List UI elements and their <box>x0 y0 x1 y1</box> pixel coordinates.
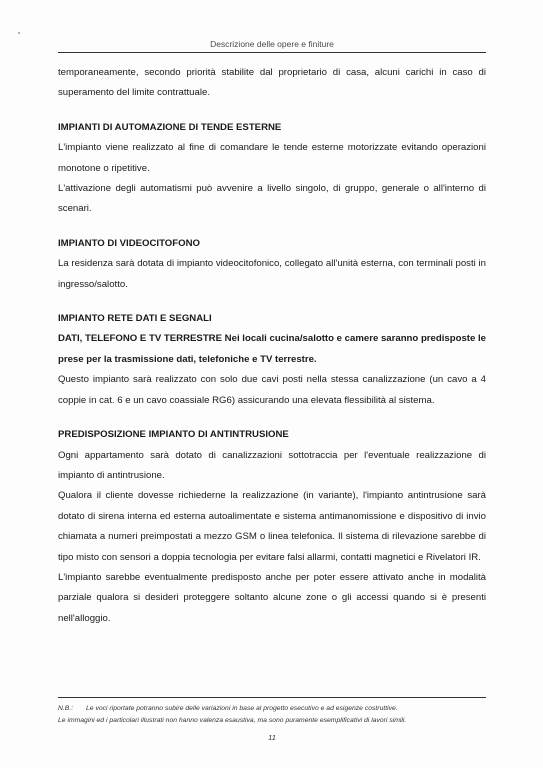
scan-speck <box>18 32 20 34</box>
footer-line-2: Le immagini ed i particolari illustrati non hanno valenza esaustiva, ma sono puramente esemplificativi di lavori simili. <box>58 717 407 724</box>
footer-nb-label: N.B.: <box>58 705 74 712</box>
footer-note-1: Le voci riportate potranno subire delle variazioni in base al progetto esecutivo e ad esigenze costruttive. <box>86 705 398 712</box>
page-number: 11 <box>268 733 276 742</box>
section-heading-antintrusione: PREDISPOSIZIONE IMPIANTO DI ANTINTRUSIONE <box>58 429 289 441</box>
section-heading-rete: IMPIANTO RETE DATI E SEGNALI <box>58 313 212 325</box>
videocitofono-paragraph-1: La residenza sarà dotata di impianto videocitofonico, collegato all'unità esterna, con terminali posti in ingresso/salotto. <box>58 258 486 290</box>
section-gap <box>58 411 486 425</box>
rete-bold-paragraph: DATI, TELEFONO E TV TERRESTRE Nei locali cucina/salotto e camere saranno predisposte le prese per la trasmissione dati, telefoniche e TV terrestre. <box>58 333 486 365</box>
footer-rule <box>58 697 486 698</box>
section-heading-videocitofono: IMPIANTO DI VIDEOCITOFONO <box>58 237 200 249</box>
section-gap <box>58 295 486 309</box>
header-rule <box>58 52 486 53</box>
section-heading-tende: IMPIANTI DI AUTOMAZIONE DI TENDE ESTERNE <box>58 121 282 133</box>
section-gap <box>58 220 486 234</box>
document-body <box>58 63 486 629</box>
footer-line-1 <box>58 703 486 715</box>
antintrusione-paragraph-3: L'impianto sarebbe eventualmente predisposto anche per poter essere attivato anche in modalità parziale qualora si desideri proteggere soltanto alcune zone o gli accessi quando si è presenti nell'alloggio. <box>58 571 486 624</box>
rete-paragraph-1: Questo impianto sarà realizzato con solo due cavi posti nella stessa canalizzazione (un cavo a 4 coppie in cat. 6 e un cavo coassiale RG6) assicurando una elevata flessibilità al sistema. <box>58 374 486 406</box>
page-footer <box>58 703 486 727</box>
antintrusione-paragraph-1: Ogni appartamento sarà dotato di canalizzazioni sottotraccia per l'eventuale realizzazione di impianto di antintrusione. <box>58 449 486 481</box>
tende-paragraph-1: L'impianto viene realizzato al fine di comandare le tende esterne motorizzate evitando operazioni monotone o ripetitive. <box>58 142 486 174</box>
tende-paragraph-2: L'attivazione degli automatismi può avvenire a livello singolo, di gruppo, generale o all'interno di scenari. <box>58 183 486 215</box>
intro-paragraph: temporaneamente, secondo priorità stabilite dal proprietario di casa, alcuni carichi in caso di superamento del limite contrattuale. <box>58 67 486 99</box>
antintrusione-paragraph-2: Qualora il cliente dovesse richiederne la realizzazione (in variante), l'impianto antintrusione sarà dotato di sirena interna ed esterna autoalimentate e sistema antimanomissione e dispositivo di invio chiamata a numeri preimpostati a mezzo GSM o linea telefonica. Il sistema di rilevazione sarebbe di tipo misto con sensori a doppia tecnologia per evitare falsi allarmi, contatti magnetici e Rivelatori IR. <box>58 490 486 563</box>
page-header: Descrizione delle opere e finiture <box>210 39 334 49</box>
section-gap <box>58 104 486 118</box>
